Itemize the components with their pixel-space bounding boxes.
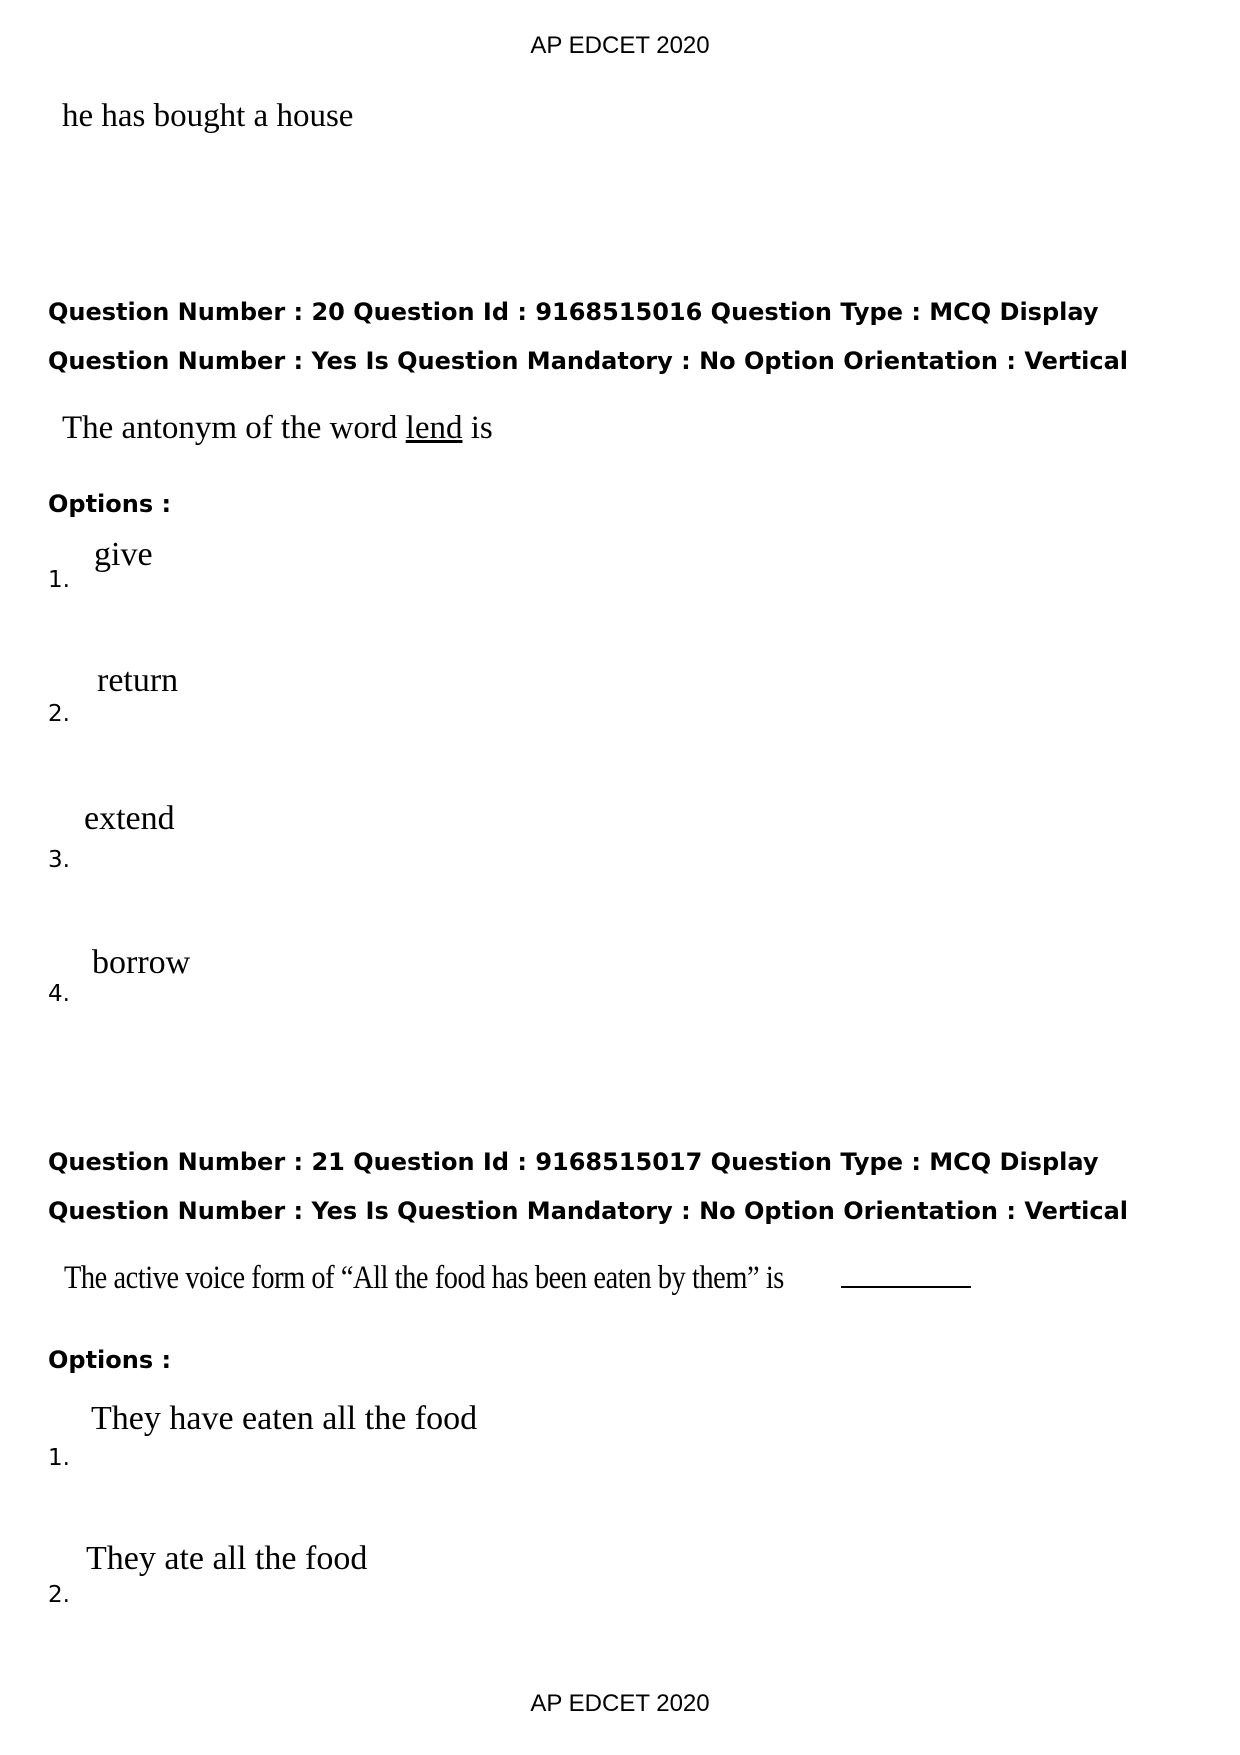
question-21-option-1-text: They have eaten all the food [91,1400,478,1437]
question-20-option-2-text: return [97,662,179,699]
question-20-option-1-text: give [94,536,153,573]
question-20-underlined-word: lend [405,410,463,446]
question-20-option-3-text: extend [84,800,175,837]
question-20-text-before: The antonym of the word [62,410,406,446]
question-21-meta: Question Number : 21 Question Id : 9168515017 Question Type : MCQ Display Question Number : Yes Is Question Mandatory : No Option Orientation : Vertical [48,1148,1129,1225]
question-20-option-3-number: 3. [48,847,70,873]
previous-option-text: he has bought a house [62,98,354,134]
answer-blank [841,1260,971,1288]
question-20-text-after: is [462,410,493,446]
question-21-option-1-number: 1. [48,1445,70,1471]
question-21-option-2-text: They ate all the food [86,1540,368,1577]
question-20-text [62,410,493,447]
question-20-option-4-number: 4. [48,981,70,1007]
question-20-option-4-text: borrow [92,944,191,981]
question-21-option-2-number: 2. [48,1582,70,1608]
page-header: AP EDCET 2020 [530,32,710,59]
question-21-text: The active voice form of “All the food has been eaten by them” is [64,1260,784,1296]
question-21-text-row [64,1260,971,1297]
question-21-options-label: Options : [48,1346,172,1374]
question-20-options-label: Options : [48,490,172,518]
question-20-meta: Question Number : 20 Question Id : 9168515016 Question Type : MCQ Display Question Number : Yes Is Question Mandatory : No Option Orientation : Vertical [48,298,1129,375]
page-footer: AP EDCET 2020 [530,1690,710,1717]
question-20-option-2-number: 2. [48,701,70,727]
question-20-option-1-number: 1. [48,567,70,593]
